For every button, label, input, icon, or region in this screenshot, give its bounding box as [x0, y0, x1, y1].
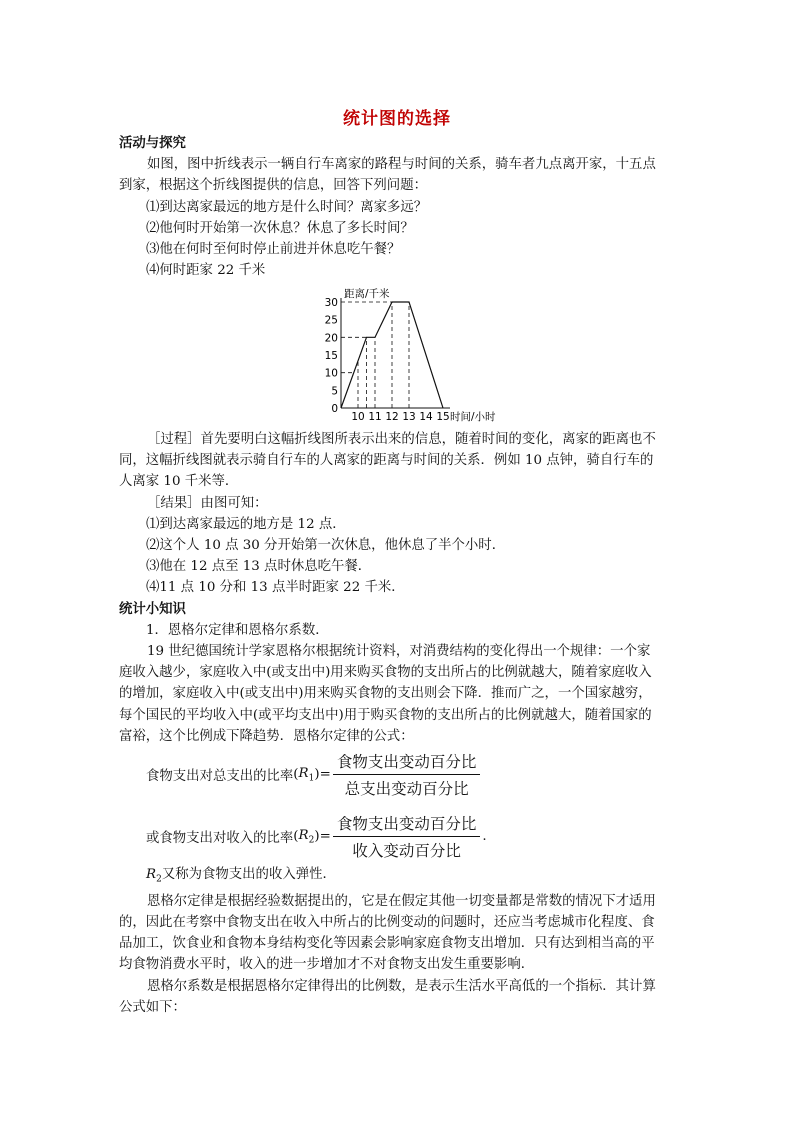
process-line-3: 人离家 10 千米等．	[119, 474, 239, 490]
paragraph-1-line: 富裕，这个比例成下降趋势．恩格尔定律的公式：	[119, 728, 414, 744]
result-2: ⑵这个人 10 点 30 分开始第一次休息，他休息了半个小时．	[146, 538, 506, 554]
formula-2-var: R	[298, 827, 309, 843]
y-tick-label: 30	[324, 297, 338, 309]
paragraph-2-line: 恩格尔定律是根据经验数据提出的，它是在假定其他一切变量都是常数的情况下才适用	[147, 893, 656, 909]
formula-2-equals: =	[319, 829, 331, 844]
r2-var: R	[146, 867, 157, 882]
x-tick-label: 15	[436, 411, 450, 423]
paragraph-2-line: 的，因此在考察中食物支出在收入中所占的比例变动的问题时，还应当考虑城市化程度、食	[119, 915, 655, 931]
y-axis-label: 距离/千米	[344, 288, 390, 300]
process-section	[119, 429, 679, 747]
formula-2-period: .	[482, 829, 487, 844]
x-tick-label: 10	[351, 411, 365, 423]
knowledge-heading: 统计小知识	[119, 600, 186, 617]
knowledge-item-1: 1．恩格尔定律和恩格尔系数．	[146, 622, 329, 638]
paragraph-1-line: 19 世纪德国统计学家恩格尔根据统计资料，对消费结构的变化得出一个规律：一个家	[147, 644, 651, 660]
r2-note-line	[119, 864, 679, 891]
engel-formula-1: 食物支出对总支出的比率 ( $R_1$ ) = $\frac{\text{食物支出变动百分比}}{\text{总支出变动百分比}}$	[146, 750, 482, 799]
formula-1-var: R	[298, 765, 309, 781]
activity-heading: 活动与探究	[119, 135, 186, 151]
process-line-2: 同，这幅折线图就表示骑自行车的人离家的距离与时间的关系．例如 10 点钟，骑自行车的	[119, 453, 654, 469]
x-tick-label: 14	[419, 411, 433, 423]
paragraph-3-line: 恩格尔系数是根据恩格尔定律得出的比例数，是表示生活水平高低的一个指标．其计算	[147, 978, 656, 994]
y-tick-label: 0	[331, 403, 338, 415]
paragraph-2-line: 品加工，饮食业和食物本身结构变化等因素会影响家庭食物支出增加．只有达到相当高的平	[119, 936, 655, 952]
formula-2-denominator: 收入变动百分比	[352, 842, 461, 860]
x-tick-label: 11	[368, 411, 382, 423]
paragraph-3-line: 公式如下：	[119, 999, 186, 1015]
question-4: ⑷何时距家 22 千米	[146, 263, 266, 279]
paragraph-1-line: 庭收入越少，家庭收入中(或支出中)用来购买食物的支出所占的比例就越大，随着家庭收入	[119, 665, 652, 681]
distance-time-chart	[310, 284, 510, 424]
result-1: ⑴到达离家最远的地方是 12 点．	[146, 516, 346, 532]
formula-2-sub: 2	[308, 835, 315, 846]
question-3: ⑶他在何时至何时停止前进并休息吃午餐？	[146, 242, 401, 258]
activity-intro-line-2: 到家，根据这个折线图提供的信息，回答下列问题：	[119, 178, 427, 194]
question-2: ⑵他何时开始第一次休息？休息了多长时间？	[146, 220, 414, 236]
formula-1-sub: 1	[308, 773, 315, 784]
formula-1-equals: =	[319, 767, 331, 782]
process-line-1: ［过程］首先要明白这幅折线图所表示出来的信息，随着时间的变化，离家的距离也不	[147, 432, 656, 447]
y-tick-label: 20	[324, 332, 338, 345]
r2-note: 又称为食物支出的收入弹性．	[161, 867, 336, 882]
formula-1-fraction	[333, 750, 481, 799]
result-3: ⑶他在 12 点至 13 点时休息吃午餐．	[146, 559, 372, 575]
y-tick-label: 10	[324, 367, 338, 380]
paragraph-1-line: 每个国民的平均收入中(或平均支出中)用于购买食物的支出所占的比例就越大，随着国家的	[119, 707, 652, 723]
paragraph-1-line: 的增加，家庭收入中(或支出中)用来购买食物的支出则会下降．推而广之，一个国家越穷，	[119, 686, 652, 702]
formula-1-denominator: 总支出变动百分比	[344, 780, 469, 798]
result-4: ⑷11 点 10 分和 13 点半时距家 22 千米．	[146, 580, 405, 596]
formula-1-label: 食物支出对总支出的比率	[146, 769, 294, 784]
page-title: 统计图的选择	[343, 109, 451, 129]
engel-formula-2: 或食物支出对收入的比率 ( $R_2$ ) = $\frac{\text{食物支出变动百分比}}{\text{收入变动百分比}}$ .	[146, 812, 487, 861]
x-axis-label: 时间/小时	[450, 411, 496, 423]
r2-sub: 2	[156, 874, 162, 885]
formula-1-numerator: 食物支出变动百分比	[333, 750, 481, 775]
formula-2-fraction	[333, 812, 481, 861]
formula-2-label: 或食物支出对收入的比率	[146, 831, 294, 846]
x-tick-label: 13	[402, 411, 416, 423]
result-heading: ［结果］由图可知：	[147, 495, 268, 511]
y-tick-label: 25	[324, 314, 338, 327]
question-1: ⑴到达离家最远的地方是什么时间？离家多远？	[146, 199, 428, 215]
y-tick-label: 5	[331, 385, 338, 398]
paragraph-2-line: 均食物消费水平时，收入的进一步增加才不对食物支出发生重要影响．	[119, 957, 535, 973]
knowledge-continued	[119, 864, 679, 1018]
x-tick-label: 12	[385, 411, 399, 423]
y-tick-label: 15	[324, 350, 338, 362]
formula-2-numerator: 食物支出变动百分比	[333, 812, 481, 837]
activity-intro-line-1: 如图，图中折线表示一辆自行车离家的路程与时间的关系，骑车者九点离开家，十五点	[147, 157, 656, 173]
activity-section	[119, 133, 679, 281]
